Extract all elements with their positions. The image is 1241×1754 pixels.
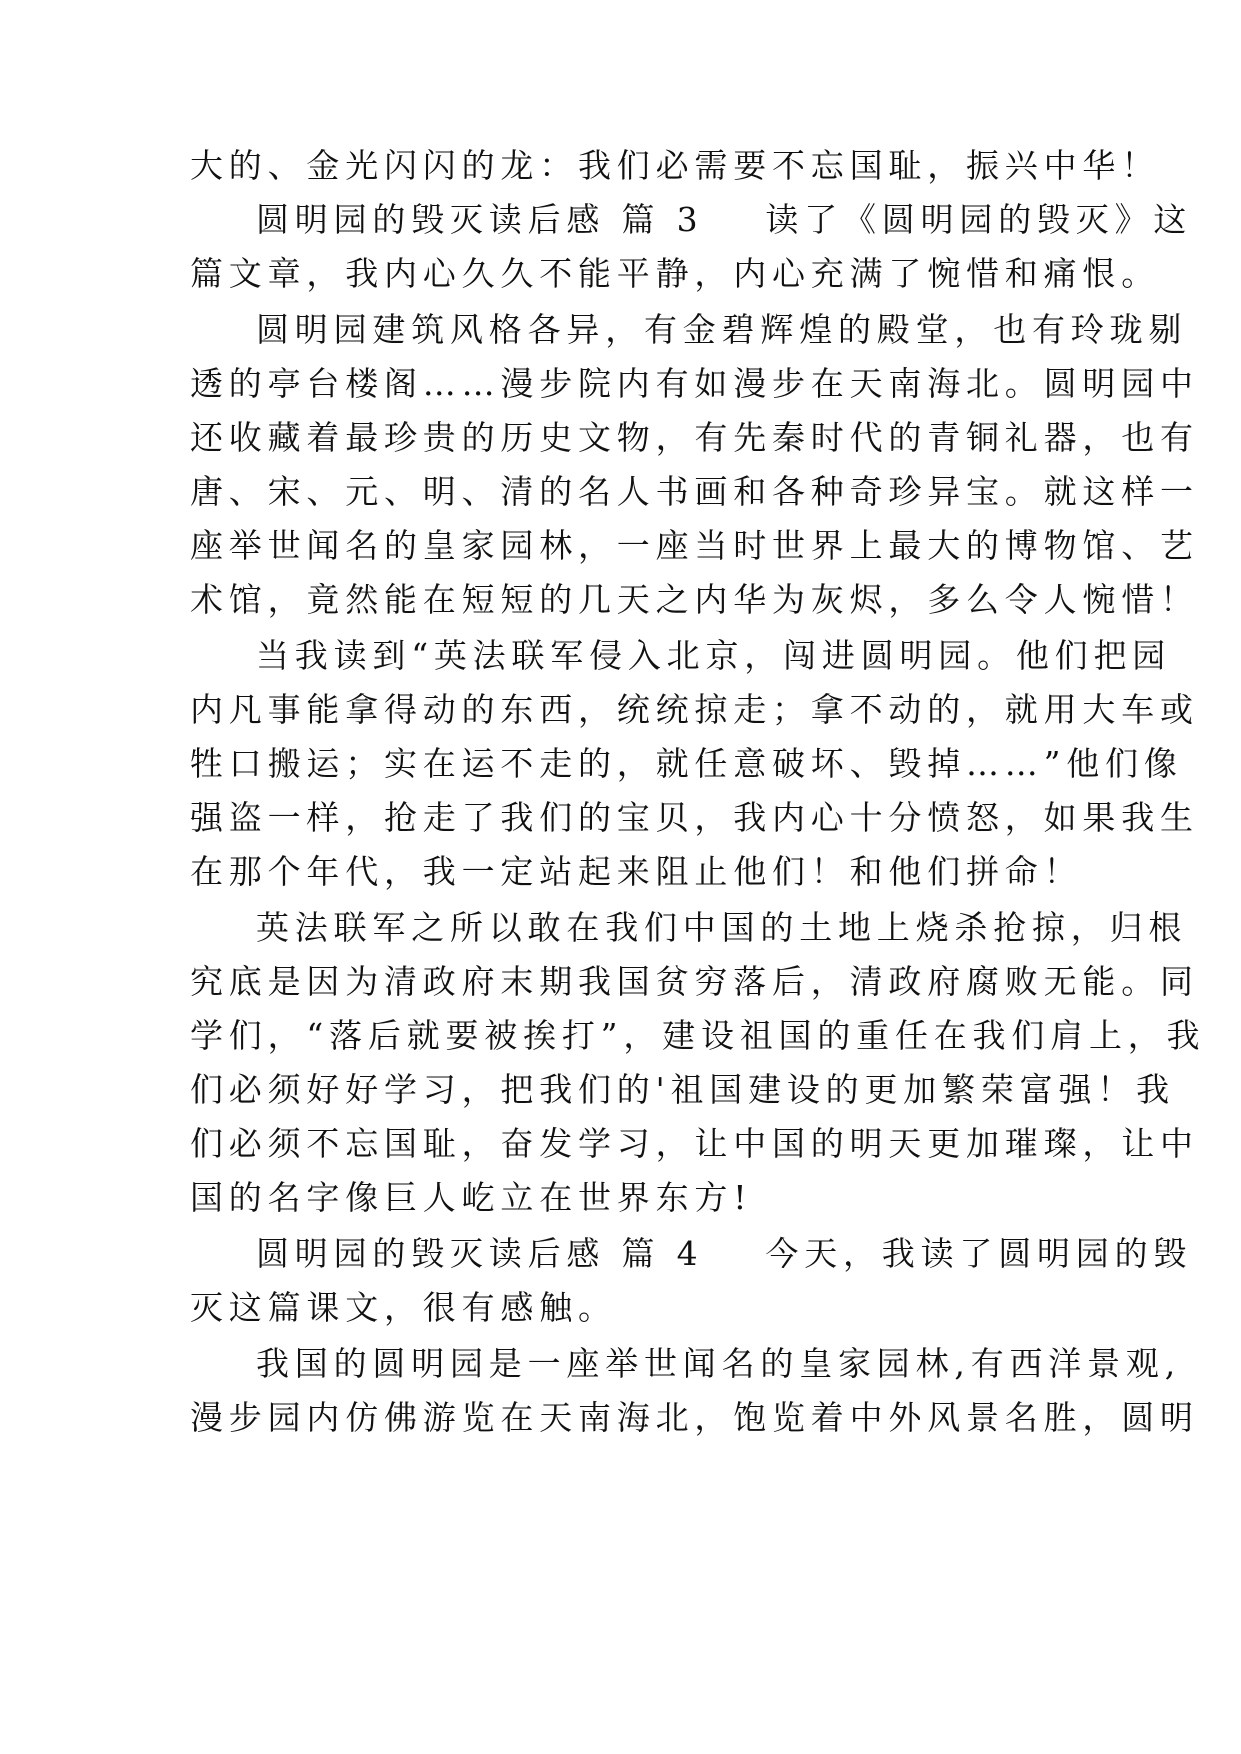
- text-line: 唐、宋、元、明、清的名人书画和各种奇珍异宝。就这样一: [190, 472, 1199, 511]
- paragraph-start: 当我读到“英法联军侵入北京，闯进圆明园。他们把园: [256, 636, 1172, 675]
- paragraph-start: 英法联军之所以敢在我们中国的土地上烧杀抢掠，归根: [256, 908, 1188, 947]
- text-line: 术馆，竟然能在短短的几天之内华为灰烬，多么令人惋惜！: [190, 580, 1199, 619]
- text-line: 在那个年代，我一定站起来阻止他们！和他们拼命！: [190, 852, 1083, 891]
- text-line: 还收藏着最珍贵的历史文物，有先秦时代的青铜礼器，也有: [190, 418, 1199, 457]
- text-line: 学们，“落后就要被挨打”，建设祖国的重任在我们肩上，我: [190, 1016, 1206, 1055]
- heading-text: 今天，我读了圆明园的毁: [765, 1234, 1193, 1273]
- text-line: 究底是因为清政府末期我国贫穷落后，清政府腐败无能。同: [190, 962, 1199, 1001]
- section-heading-3: [256, 200, 1193, 240]
- text-line: 大的、金光闪闪的龙：我们必需要不忘国耻，振兴中华！: [190, 146, 1160, 185]
- text-line: 座举世闻名的皇家园林，一座当时世界上最大的博物馆、艺: [190, 526, 1199, 565]
- text-line: 内凡事能拿得动的东西，统统掠走；拿不动的，就用大车或: [190, 690, 1199, 729]
- paragraph-start: 我国的圆明园是一座举世闻名的皇家园林,有西洋景观,: [256, 1344, 1181, 1383]
- text-line: 强盗一样，抢走了我们的宝贝，我内心十分愤怒，如果我生: [190, 798, 1199, 837]
- text-line: 透的亭台楼阁……漫步院内有如漫步在天南海北。圆明园中: [190, 364, 1199, 403]
- text-line: 们必须好好学习，把我们的'祖国建设的更加繁荣富强！我: [190, 1070, 1175, 1109]
- text-line: 们必须不忘国耻，奋发学习，让中国的明天更加璀璨，让中: [190, 1124, 1199, 1163]
- text-line: 篇文章，我内心久久不能平静，内心充满了惋惜和痛恨。: [190, 254, 1160, 293]
- heading-text: 读了《圆明园的毁灭》这: [765, 200, 1193, 239]
- section-heading-4: [256, 1234, 1193, 1274]
- heading-title: 圆明园的毁灭读后感: [256, 1234, 606, 1273]
- heading-number: 篇 3: [621, 200, 704, 239]
- text-line: 灭这篇课文，很有感触。: [190, 1288, 617, 1327]
- heading-title: 圆明园的毁灭读后感: [256, 200, 606, 239]
- text-line: 漫步园内仿佛游览在天南海北，饱览着中外风景名胜，圆明: [190, 1398, 1199, 1437]
- text-line: 国的名字像巨人屹立在世界东方!: [190, 1178, 753, 1217]
- heading-number: 篇 4: [621, 1234, 704, 1273]
- paragraph-start: 圆明园建筑风格各异，有金碧辉煌的殿堂，也有玲珑剔: [256, 310, 1188, 349]
- text-line: 牲口搬运；实在运不走的，就任意破坏、毁掉……”他们像: [190, 744, 1183, 783]
